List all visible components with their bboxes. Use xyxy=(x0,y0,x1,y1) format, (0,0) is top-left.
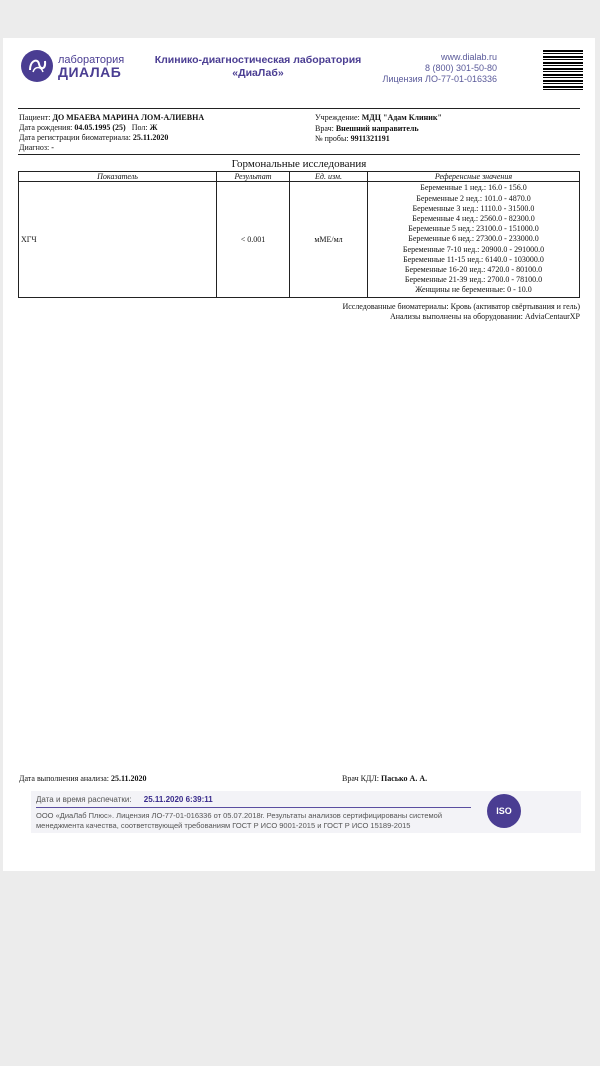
legal-text: ООО «ДиаЛаб Плюс». Лицензия ЛО-77-01-016336 от 05.07.2018г. Результаты анализов сертифицированы системой менеджмента качества, соответствующей требованиям ГОСТ Р ИСО 9001-2015 и ГОСТ Р ИСО 15189-2015 xyxy=(36,811,443,830)
phone: 8 (800) 301-50-80 xyxy=(424,63,497,73)
kdl-doctor-label: Врач КДЛ: xyxy=(342,774,380,783)
results-table xyxy=(18,171,580,298)
patient-name-line xyxy=(19,113,204,123)
indicator-name: ХГЧ xyxy=(19,182,217,298)
reference-line: Беременные 6 нед.: 27300.0 - 233000.0 xyxy=(408,234,539,244)
website: www.dialab.ru xyxy=(440,52,497,62)
lab-contacts xyxy=(371,52,497,85)
result-value: < 0.001 xyxy=(217,182,290,298)
reference-line: Беременные 5 нед.: 23100.0 - 151000.0 xyxy=(408,224,539,234)
sample-line xyxy=(315,134,390,144)
diagnosis: - xyxy=(51,143,54,152)
kdl-doctor-line xyxy=(342,774,427,783)
doctor-label: Врач: xyxy=(315,124,334,133)
kdl-doctor-name: Пасько А. А. xyxy=(381,774,428,783)
equipment-note: Анализы выполнены на оборудовании: AdviaCentaurXP xyxy=(389,312,580,321)
print-datetime-label: Дата и время распечатки: xyxy=(36,795,132,804)
print-datetime-line xyxy=(36,795,213,804)
patient-name-label: Пациент: xyxy=(19,113,51,122)
reference-line: Женщины не беременные: 0 - 10.0 xyxy=(415,285,532,295)
patient-divider xyxy=(18,154,580,155)
reference-line: Беременные 3 нед.: 1110.0 - 31500.0 xyxy=(412,203,535,213)
lab-name: «ДиаЛаб» xyxy=(232,67,284,79)
execution-date-label: Дата выполнения анализа: xyxy=(19,774,109,783)
execution-date: 25.11.2020 xyxy=(111,774,147,783)
section-title: Гормональные исследования xyxy=(231,158,367,170)
lab-title: Клинико-диагностическая лаборатория xyxy=(154,54,362,66)
diagnosis-line xyxy=(19,143,54,153)
table-row xyxy=(19,182,580,298)
header-divider xyxy=(18,108,580,109)
reference-line: Беременные 16-20 нед.: 4720.0 - 80100.0 xyxy=(404,265,543,274)
col-header-unit: Ед. изм. xyxy=(290,172,368,182)
sample-label: № пробы: xyxy=(315,134,349,143)
sex-label: Пол: xyxy=(131,123,148,132)
print-footer xyxy=(31,791,581,833)
iso-badge-icon: ISO xyxy=(487,794,521,828)
doctor-line xyxy=(315,124,419,134)
print-divider xyxy=(36,807,471,808)
col-header-result: Результат xyxy=(217,172,290,182)
institution-label: Учреждение: xyxy=(315,113,360,122)
reference-line: Беременные 2 нед.: 101.0 - 4870.0 xyxy=(416,193,531,203)
registration-line xyxy=(19,133,168,143)
license: Лицензия ЛО-77-01-016336 xyxy=(382,74,497,84)
reference-line: Беременные 21-39 нед.: 2700.0 - 78100.0 xyxy=(404,275,543,285)
patient-name: ДО МБАЕВА МАРИНА ЛОМ-АЛИЕВНА xyxy=(52,113,205,122)
institution: МДЦ "Адам Клиник" xyxy=(361,113,442,122)
registration-label: Дата регистрации биоматериала: xyxy=(19,133,131,142)
diagnosis-label: Диагноз: xyxy=(19,143,50,152)
reference-line: Беременные 4 нед.: 2560.0 - 82300.0 xyxy=(412,213,535,223)
reference-line: Беременные 7-10 нед.: 20900.0 - 291000.0 xyxy=(402,244,545,254)
birth-line xyxy=(19,123,158,133)
col-header-indicator: Показатель xyxy=(19,172,217,182)
table-header-row xyxy=(19,172,580,182)
registration-date: 25.11.2020 xyxy=(132,133,169,142)
lab-title-block xyxy=(143,54,373,80)
reference-values xyxy=(368,182,580,298)
lab-report-page xyxy=(3,38,595,871)
birth-label: Дата рождения: xyxy=(19,123,73,132)
institution-line xyxy=(315,113,442,123)
sex: Ж xyxy=(149,123,158,132)
result-unit: мМЕ/мл xyxy=(290,182,368,298)
reference-line: Беременные 1 нед.: 16.0 - 156.0 xyxy=(420,183,527,193)
dialab-logo xyxy=(21,50,125,86)
doctor: Внешний направитель xyxy=(335,124,419,133)
execution-date-line xyxy=(19,774,147,783)
reference-line: Беременные 11-15 нед.: 6140.0 - 103000.0 xyxy=(403,254,544,264)
biomaterial-note: Исследованные биоматериалы: Кровь (активатор свёртывания и гель) xyxy=(342,302,580,311)
sample-number: 9911321191 xyxy=(350,134,390,143)
logo-title: ДИАЛАБ xyxy=(58,64,122,80)
birth-date: 04.05.1995 (25) xyxy=(74,123,126,132)
print-datetime: 25.11.2020 6:39:11 xyxy=(143,795,213,804)
dialab-logo-icon xyxy=(21,50,53,82)
col-header-reference: Референсные значения xyxy=(368,172,580,182)
logo-subtitle: лаборатория xyxy=(58,54,125,66)
barcode-icon xyxy=(543,50,583,90)
